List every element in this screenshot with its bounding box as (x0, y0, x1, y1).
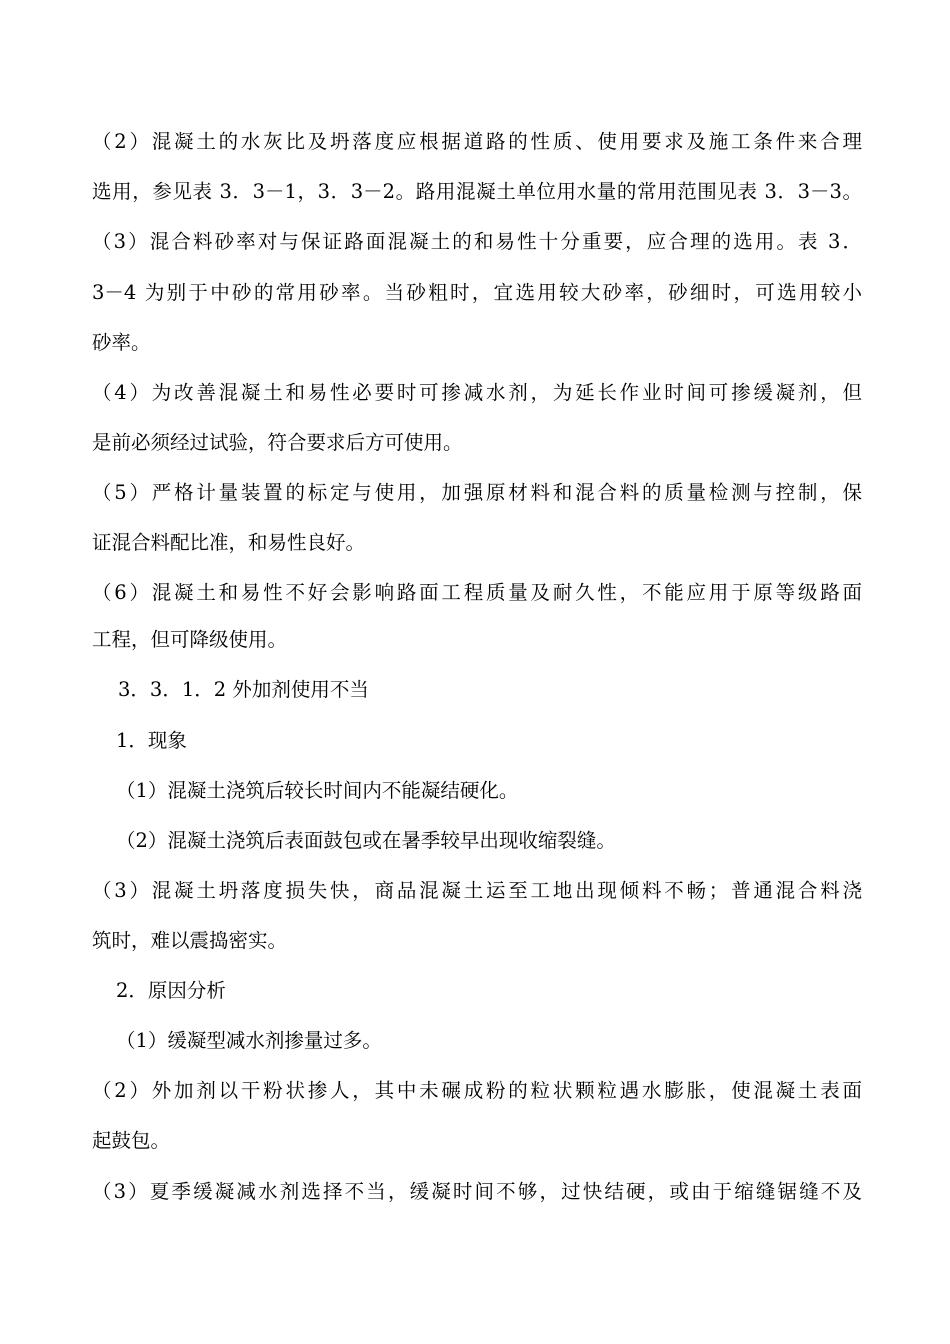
paragraph-5-line-2: 证混合料配比准，和易性良好。 (92, 531, 366, 554)
paragraph-5-line-1: （5）严格计量装置的标定与使用，加强原材料和混合料的质量检测与控制，保 (92, 481, 862, 504)
phenomenon-item-2: （2）混凝土浇筑后表面鼓包或在暑季较早出现收缩裂缝。 (116, 829, 616, 852)
phenomenon-item-3-line-1: （3）混凝土坍落度损失快，商品混凝土运至工地出现倾料不畅；普通混合料浇 (92, 879, 862, 902)
phenomenon-item-1: （1）混凝土浇筑后较长时间内不能凝结硬化。 (116, 779, 519, 802)
subheading-cause-analysis: 2．原因分析 (116, 979, 226, 1002)
paragraph-4-line-1: （4）为改善混凝土和易性必要时可掺减水剂，为延长作业时间可掺缓凝剂，但 (92, 381, 862, 404)
cause-item-2-line-2: 起鼓包。 (92, 1129, 171, 1152)
cause-item-2-line-1: （2）外加剂以干粉状掺人，其中未碾成粉的粒状颗粒遇水膨胀，使混凝土表面 (92, 1079, 862, 1102)
phenomenon-item-3-line-2: 筑时，难以震捣密实。 (92, 929, 288, 952)
subheading-phenomenon: 1．现象 (116, 729, 187, 752)
paragraph-2-line-2: 选用，参见表 3．3－1，3．3－2。路用混凝土单位用水量的常用范围见表 3．3－3。 (92, 180, 862, 203)
paragraph-2-line-1: （2）混凝土的水灰比及坍落度应根据道路的性质、使用要求及施工条件来合理 (92, 130, 862, 153)
paragraph-6-line-1: （6）混凝土和易性不好会影响路面工程质量及耐久性，不能应用于原等级路面 (92, 581, 862, 604)
paragraph-4-line-2: 是前必须经过试验，符合要求后方可使用。 (92, 431, 463, 454)
paragraph-6-line-2: 工程，但可降级使用。 (92, 628, 288, 651)
paragraph-3-line-2: 3－4 为别于中砂的常用砂率。当砂粗时，宜选用较大砂率，砂细时，可选用较小 (92, 281, 862, 304)
cause-item-3-line-1: （3）夏季缓凝减水剂选择不当，缓凝时间不够，过快结硬，或由于缩缝锯缝不及 (92, 1180, 862, 1203)
cause-item-1: （1）缓凝型减水剂掺量过多。 (116, 1029, 382, 1052)
section-heading-3-3-1-2: 3．3．1．2 外加剂使用不当 (118, 678, 369, 701)
paragraph-3-line-1: （3）混合料砂率对与保证路面混凝土的和易性十分重要，应合理的选用。表 3． (92, 230, 862, 253)
paragraph-3-line-3: 砂率。 (92, 331, 151, 354)
